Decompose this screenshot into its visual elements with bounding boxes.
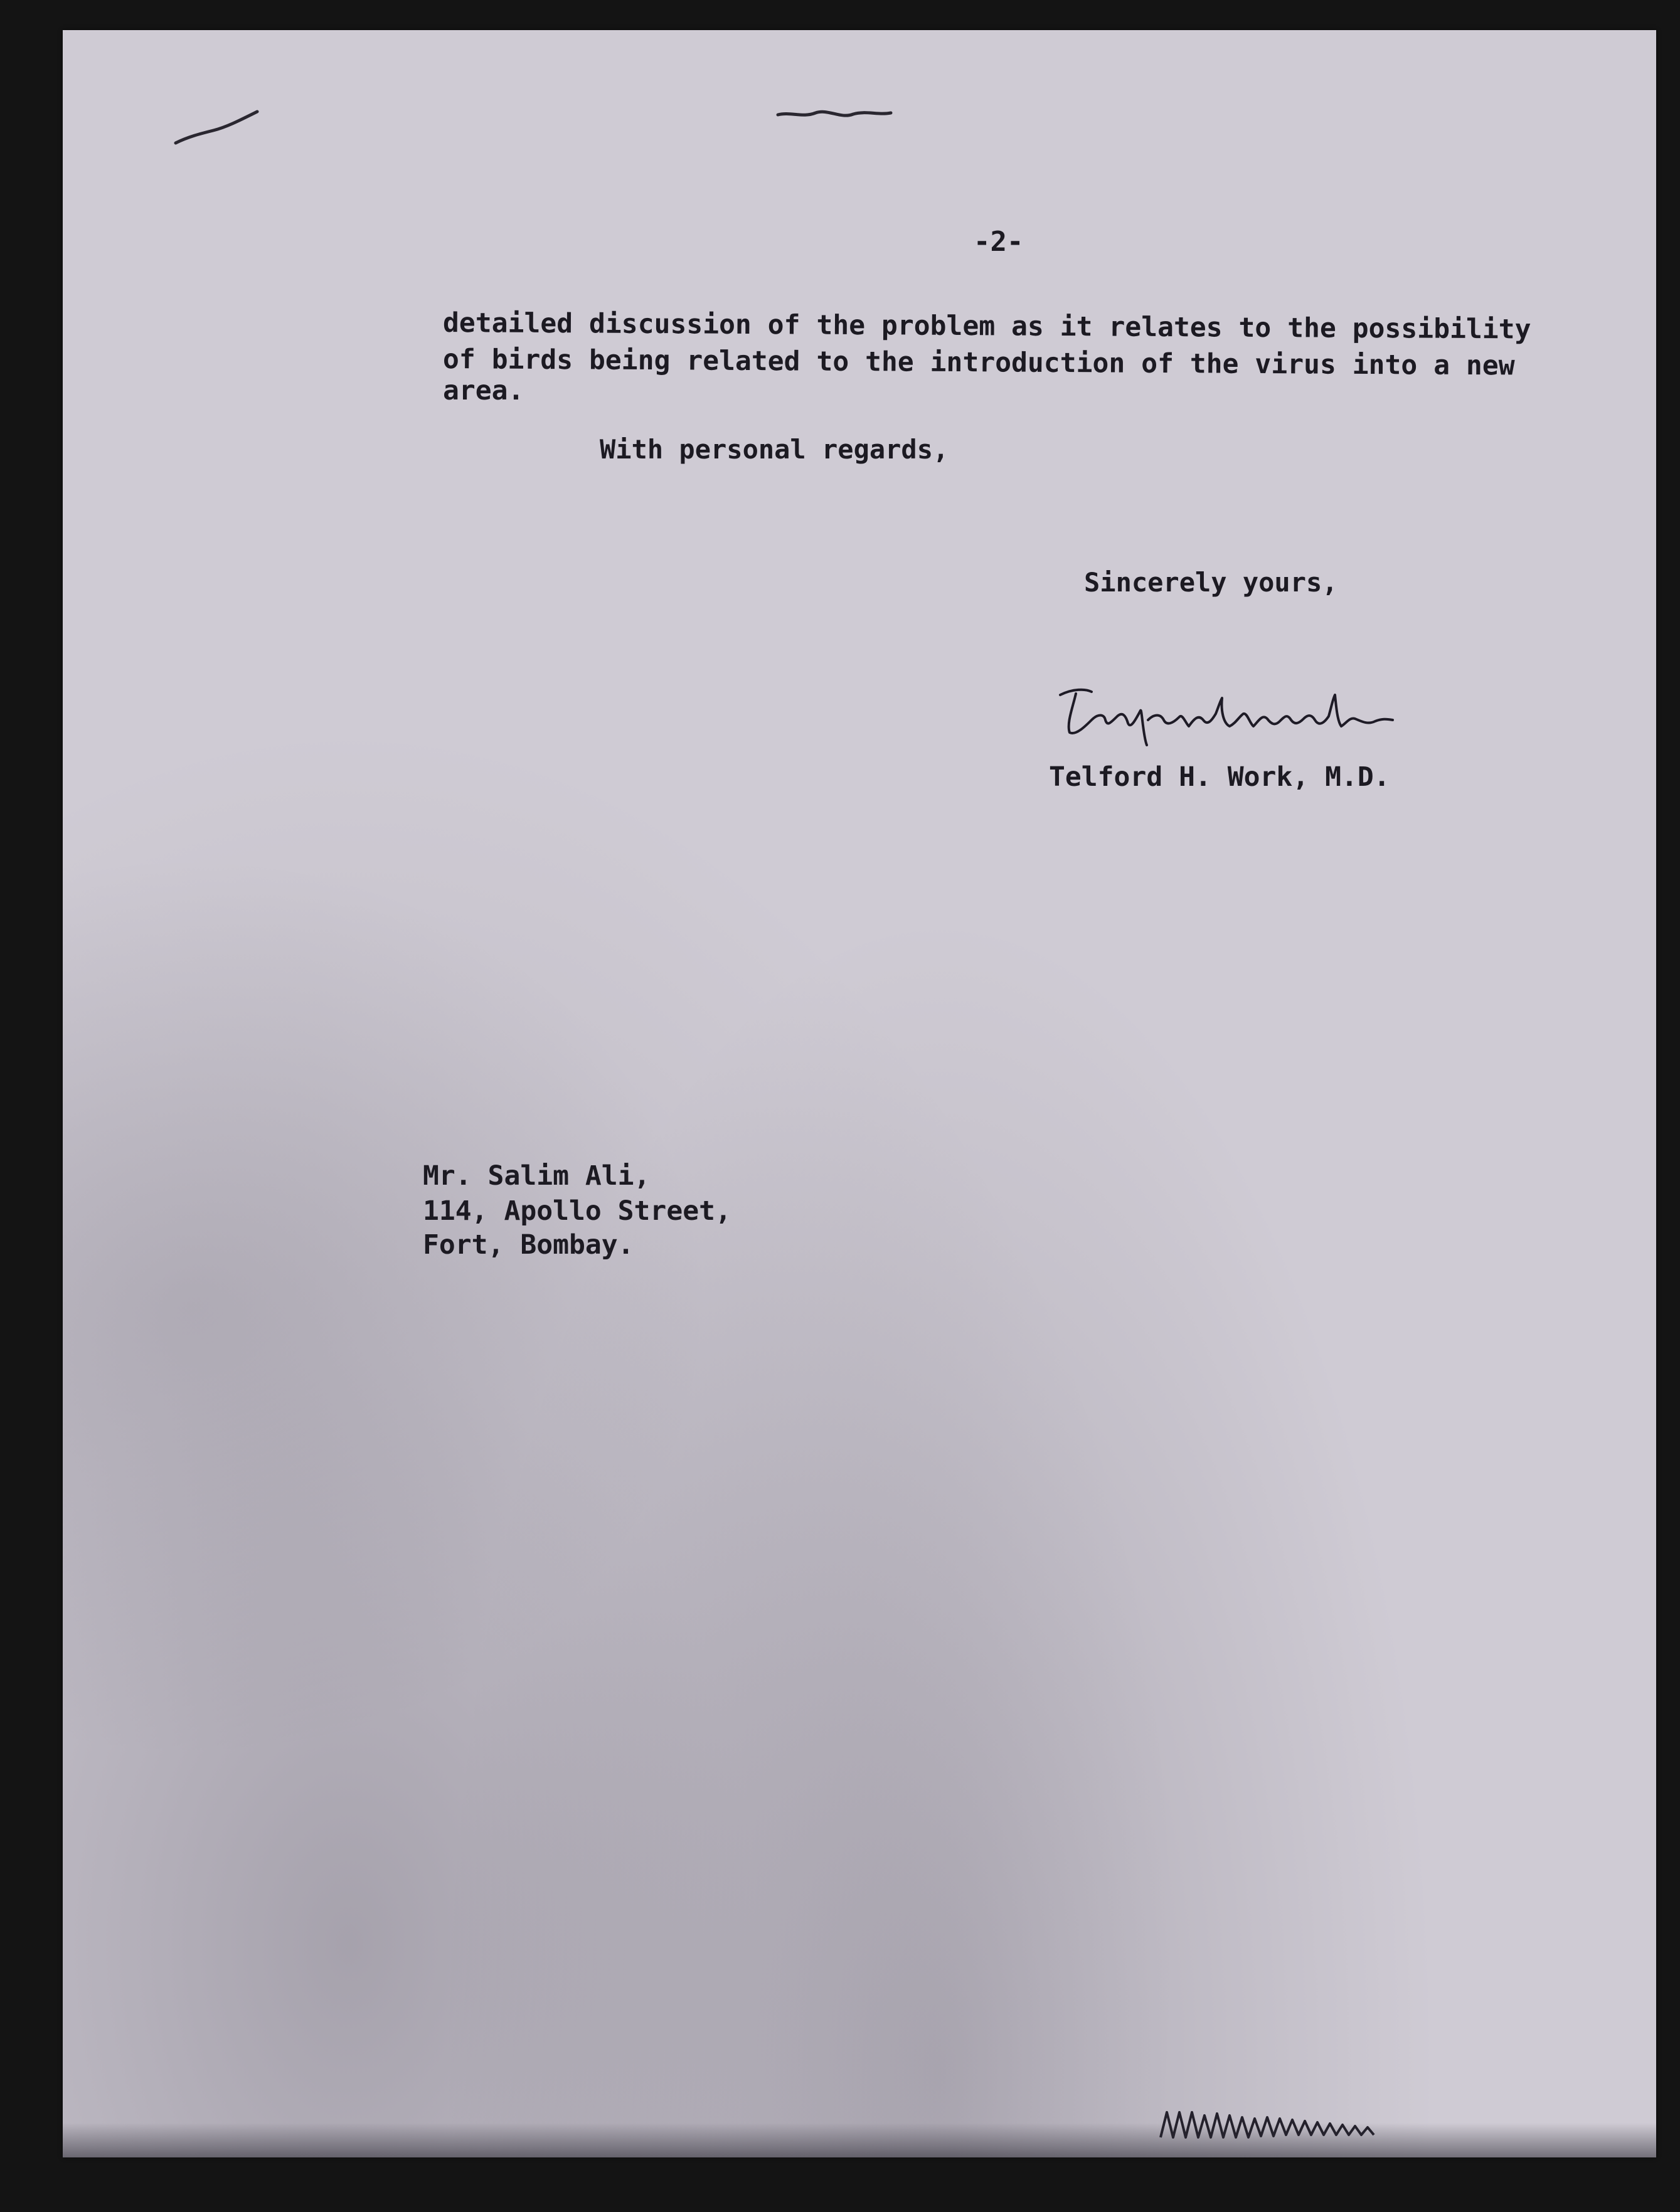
greeting: With personal regards, (600, 434, 949, 465)
recipient-street: 114, Apollo Street, (423, 1195, 731, 1227)
body-line-3: area. (443, 375, 524, 406)
handwritten-signature (1048, 664, 1424, 758)
body-line-2: of birds being related to the introduction of the virus into a new (442, 344, 1515, 382)
body-line-1: detailed discussion of the problem as it relates to the possibility (442, 307, 1531, 346)
recipient-city: Fort, Bombay. (423, 1229, 634, 1261)
stray-ink-mark (169, 99, 270, 156)
bottom-scribble (1154, 2100, 1468, 2150)
page-number: -2- (974, 226, 1024, 258)
top-center-mark (772, 99, 897, 130)
signer-name: Telford H. Work, M.D. (1049, 761, 1390, 793)
recipient-name: Mr. Salim Ali, (423, 1160, 651, 1192)
closing: Sincerely yours, (1084, 567, 1338, 598)
letter-page (63, 30, 1656, 2157)
